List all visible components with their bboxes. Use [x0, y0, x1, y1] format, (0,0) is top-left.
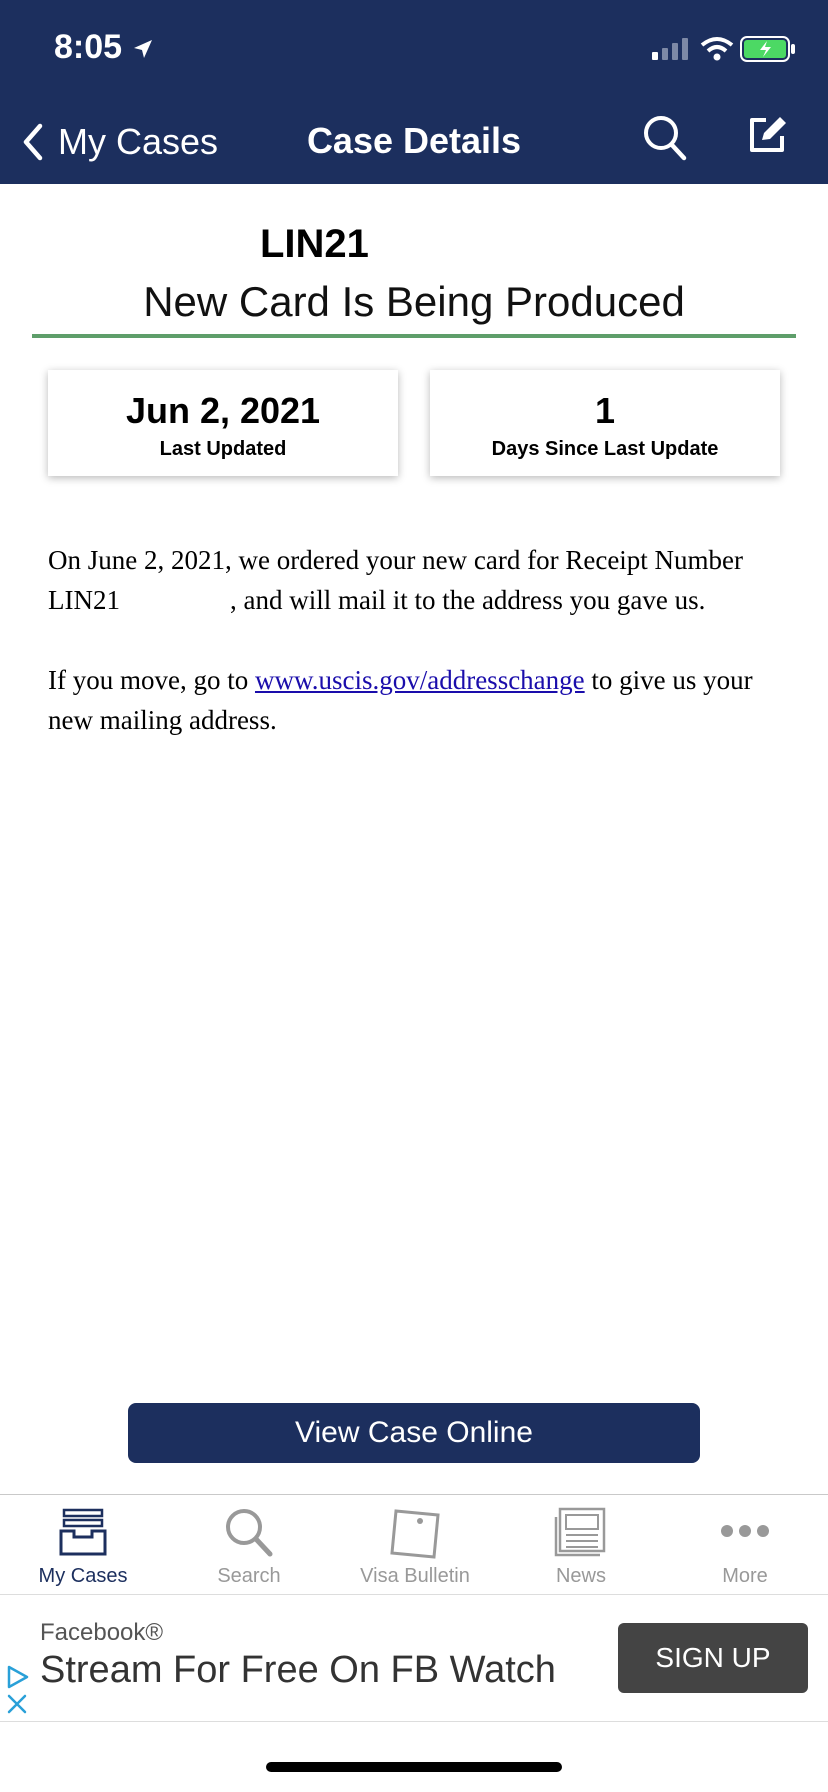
newspaper-icon [554, 1507, 608, 1557]
tab-label: News [555, 1565, 606, 1587]
message-text: If you move, go to [48, 665, 255, 695]
message-text: On June 2, 2021, we ordered your new card for Receipt Number LIN21 [48, 545, 744, 615]
days-since-card [430, 370, 780, 476]
days-since-value: 1 [594, 390, 616, 431]
view-case-online-button[interactable]: View Case Online [128, 1403, 700, 1463]
status-time: 8:05 [54, 28, 123, 66]
adchoices-icon[interactable] [6, 1665, 30, 1689]
case-status: New Card Is Being Produced [143, 278, 685, 325]
tab-label: My Cases [38, 1565, 128, 1587]
battery-icon [740, 36, 796, 62]
message-text: , and will mail it to the address you gave us. [229, 585, 706, 615]
home-indicator[interactable] [266, 1762, 562, 1772]
wifi-icon [700, 36, 734, 62]
back-label: My Cases [58, 121, 219, 162]
case-message [48, 540, 788, 780]
chevron-left-icon [22, 123, 44, 161]
tab-visa-bulletin[interactable] [332, 1495, 498, 1595]
nav-header [0, 0, 828, 184]
ad-banner[interactable] [0, 1594, 828, 1722]
case-number: LIN21 [260, 222, 369, 266]
redacted-receipt [120, 581, 230, 609]
back-button[interactable] [22, 116, 218, 168]
edit-icon[interactable] [746, 114, 788, 156]
more-icon [718, 1507, 772, 1557]
search-icon [224, 1507, 274, 1557]
inbox-icon [58, 1507, 108, 1557]
tab-more[interactable] [662, 1495, 828, 1595]
tab-label: Search [217, 1565, 281, 1587]
location-arrow-icon [132, 38, 154, 60]
close-icon[interactable] [6, 1693, 28, 1715]
message-paragraph-1 [48, 540, 788, 620]
tab-label: More [722, 1565, 768, 1587]
page-title: Case Details [306, 120, 522, 161]
tab-search[interactable] [166, 1495, 332, 1595]
message-paragraph-2 [48, 660, 788, 740]
tab-label: Visa Bulletin [360, 1565, 470, 1587]
signal-icon [652, 38, 690, 60]
ad-signup-button[interactable]: SIGN UP [618, 1623, 808, 1693]
last-updated-label: Last Updated [159, 438, 287, 460]
last-updated-value: Jun 2, 2021 [125, 390, 321, 431]
address-change-link[interactable]: www.uscis.gov/addresschange [254, 665, 585, 695]
last-updated-card [48, 370, 398, 476]
tab-bar [0, 1494, 828, 1595]
tab-news[interactable] [498, 1495, 664, 1595]
ad-headline: Stream For Free On FB Watch [40, 1649, 556, 1691]
days-since-label: Days Since Last Update [491, 438, 719, 460]
tab-my-cases[interactable] [0, 1495, 166, 1595]
message-text: to give us your new mailing address. [48, 665, 753, 735]
status-divider [32, 334, 796, 338]
search-icon[interactable] [642, 114, 688, 162]
note-icon [388, 1507, 442, 1561]
ad-brand: Facebook® [40, 1619, 164, 1646]
